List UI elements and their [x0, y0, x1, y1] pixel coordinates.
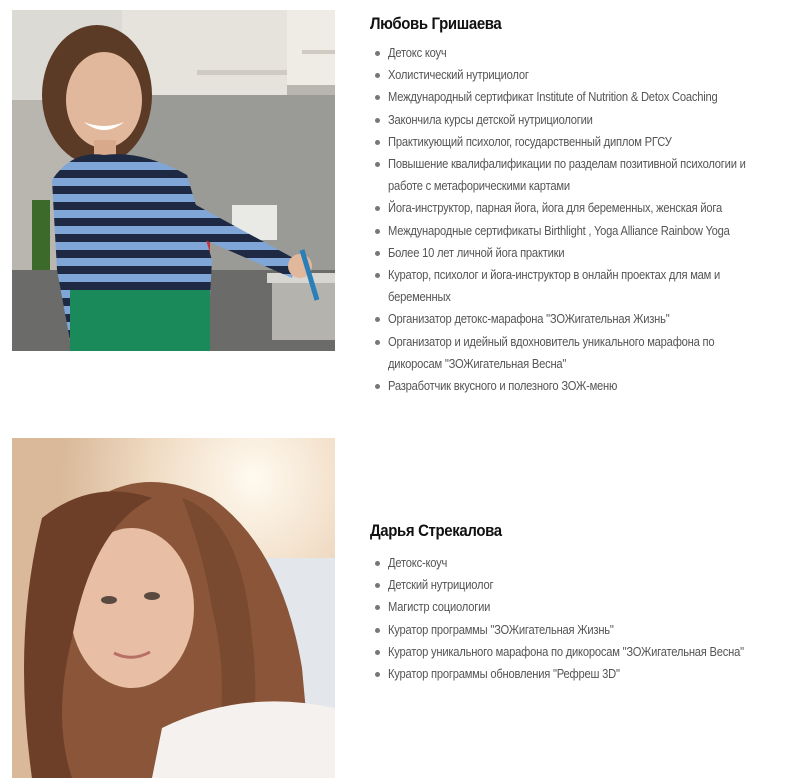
list-item: Куратор программы обновления "Рефреш 3D"	[370, 663, 775, 685]
kitchen-photo	[12, 10, 335, 351]
list-item: Организатор и идейный вдохновитель уникального марафона по дикоросам "ЗОЖигательная Весна"	[370, 331, 775, 375]
list-item: Магистр социологии	[370, 596, 775, 618]
list-item: Разработчик вкусного и полезного ЗОЖ-меню	[370, 375, 775, 397]
member-name: Любовь Гришаева	[370, 14, 502, 33]
list-item: Холистический нутрициолог	[370, 64, 775, 86]
member-credentials-list	[370, 42, 775, 397]
member-credentials-list	[370, 552, 775, 685]
selfie-photo	[12, 438, 335, 778]
list-item: Куратор уникального марафона по дикоросам "ЗОЖигательная Весна"	[370, 641, 775, 663]
list-item: Повышение квалифалификации по разделам позитивной психологии и работе с метафорическими картами	[370, 153, 775, 197]
list-item: Практикующий психолог, государственный диплом РГСУ	[370, 131, 775, 153]
list-item: Международные сертификаты Birthlight , Yoga Alliance Rainbow Yoga	[370, 220, 775, 242]
member-name: Дарья Стрекалова	[370, 521, 502, 540]
list-item: Куратор программы "ЗОЖигательная Жизнь"	[370, 619, 775, 641]
list-item: Куратор, психолог и йога-инструктор в онлайн проектах для мам и беременных	[370, 264, 775, 308]
list-item: Закончила курсы детской нутрициологии	[370, 109, 775, 131]
list-item: Международный сертификат Institute of Nutrition & Detox Coaching	[370, 86, 775, 108]
list-item: Организатор детокс-марафона "ЗОЖигательная Жизнь"	[370, 308, 775, 330]
member-photo-lubov	[12, 10, 335, 351]
list-item: Детский нутрициолог	[370, 574, 775, 596]
list-item: Детокс коуч	[370, 42, 775, 64]
list-item: Детокс-коуч	[370, 552, 775, 574]
list-item: Более 10 лет личной йога практики	[370, 242, 775, 264]
member-photo-darya	[12, 438, 335, 778]
list-item: Йога-инструктор, парная йога, йога для беременных, женская йога	[370, 197, 775, 219]
